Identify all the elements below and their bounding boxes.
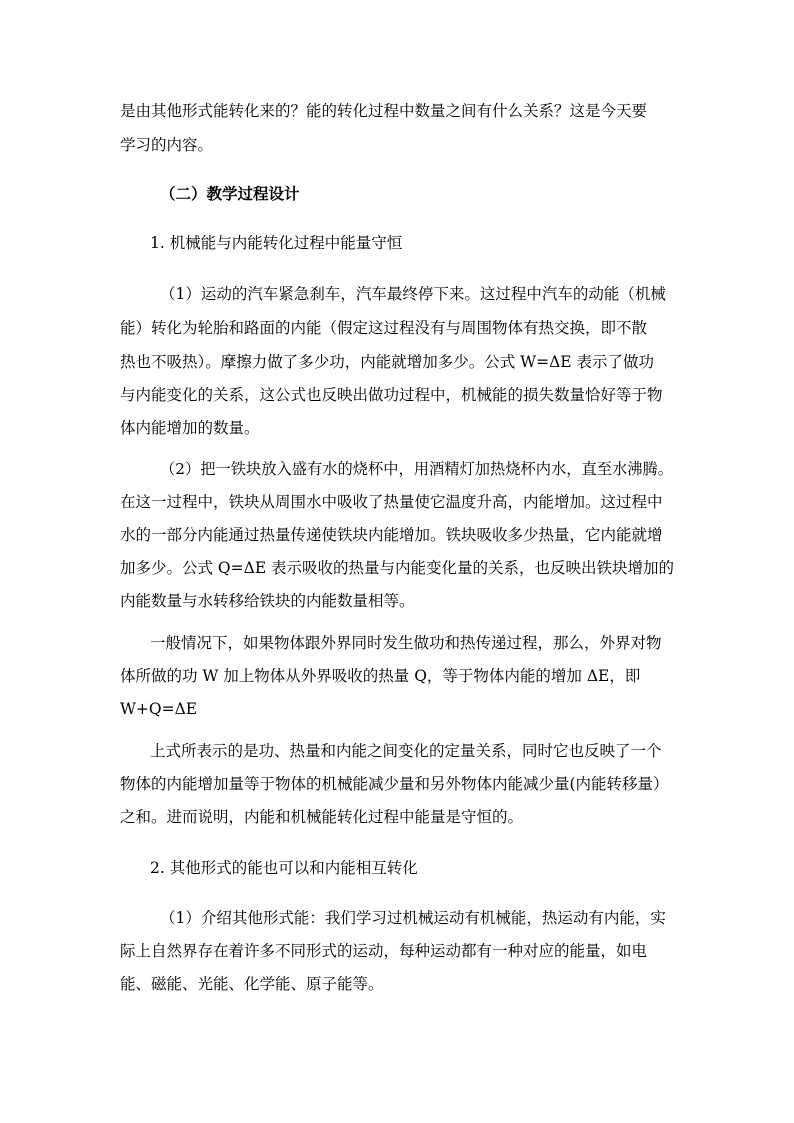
para-4-line-3: 之和。进而说明，内能和机械能转化过程中能量是守恒的。 (120, 808, 524, 826)
para-2-line-5: 内能数量与水转移给铁块的内能数量相等。 (120, 592, 415, 610)
para-1-line-3: 热也不吸热）。摩擦力做了多少功，内能就增加多少。公式 W=ΔE 表示了做功 (120, 353, 655, 371)
para-4-line-2: 物体的内能增加量等于物体的机械能减少量和另外物体内能减少量(内能转移量） (120, 775, 669, 793)
subheading-1: 1. 机械能与内能转化过程中能量守恒 (150, 234, 403, 252)
para-3-line-3: W+Q=ΔE (120, 700, 198, 718)
para-1-line-5: 体内能增加的数量。 (120, 419, 260, 437)
para-1-line-4: 与内能变化的关系，这公式也反映出做功过程中，机械能的损失数量恰好等于物 (120, 386, 663, 404)
intro-line-1: 是由其他形式能转化来的？能的转化过程中数量之间有什么关系？这是今天要 (120, 102, 648, 120)
para-4-line-1: 上式所表示的是功、热量和内能之间变化的定量关系，同时它也反映了一个 (150, 742, 662, 760)
para-2-line-2: 在这一过程中，铁块从周围水中吸收了热量使它温度升高，内能增加。这过程中 (120, 493, 663, 511)
para-5-line-1: （1）介绍其他形式能：我们学习过机械运动有机械能，热运动有内能，实 (160, 909, 666, 927)
para-1-line-2: 能）转化为轮胎和路面的内能（假定这过程没有与周围物体有热交换，即不散 (120, 319, 648, 337)
para-3-line-1: 一般情况下，如果物体跟外界同时发生做功和热传递过程，那么，外界对物 (150, 634, 662, 652)
para-2-line-4: 加多少。公式 Q=ΔE 表示吸收的热量与内能变化量的关系，也反映出铁块增加的 (120, 559, 675, 577)
para-5-line-2: 际上自然界存在着许多不同形式的运动，每种运动都有一种对应的能量，如电 (120, 942, 648, 960)
para-5-line-3: 能、磁能、光能、化学能、原子能等。 (120, 975, 384, 993)
section-heading: （二）教学过程设计 (160, 184, 300, 203)
para-2-line-1: （2）把一铁块放入盛有水的烧杯中，用酒精灯加热烧杯内水，直至水沸腾。 (160, 460, 673, 478)
subheading-2: 2. 其他形式的能也可以和内能相互转化 (150, 859, 418, 877)
para-3-line-2: 体所做的功 W 加上物体从外界吸收的热量 Q，等于物体内能的增加 ΔE，即 (120, 667, 641, 685)
intro-line-2: 学习的内容。 (120, 136, 214, 154)
para-2-line-3: 水的一部分内能通过热量传递使铁块内能增加。铁块吸收多少热量，它内能就增 (120, 526, 663, 544)
para-1-line-1: （1）运动的汽车紧急刹车，汽车最终停下来。这过程中汽车的动能（机械 (160, 285, 666, 303)
